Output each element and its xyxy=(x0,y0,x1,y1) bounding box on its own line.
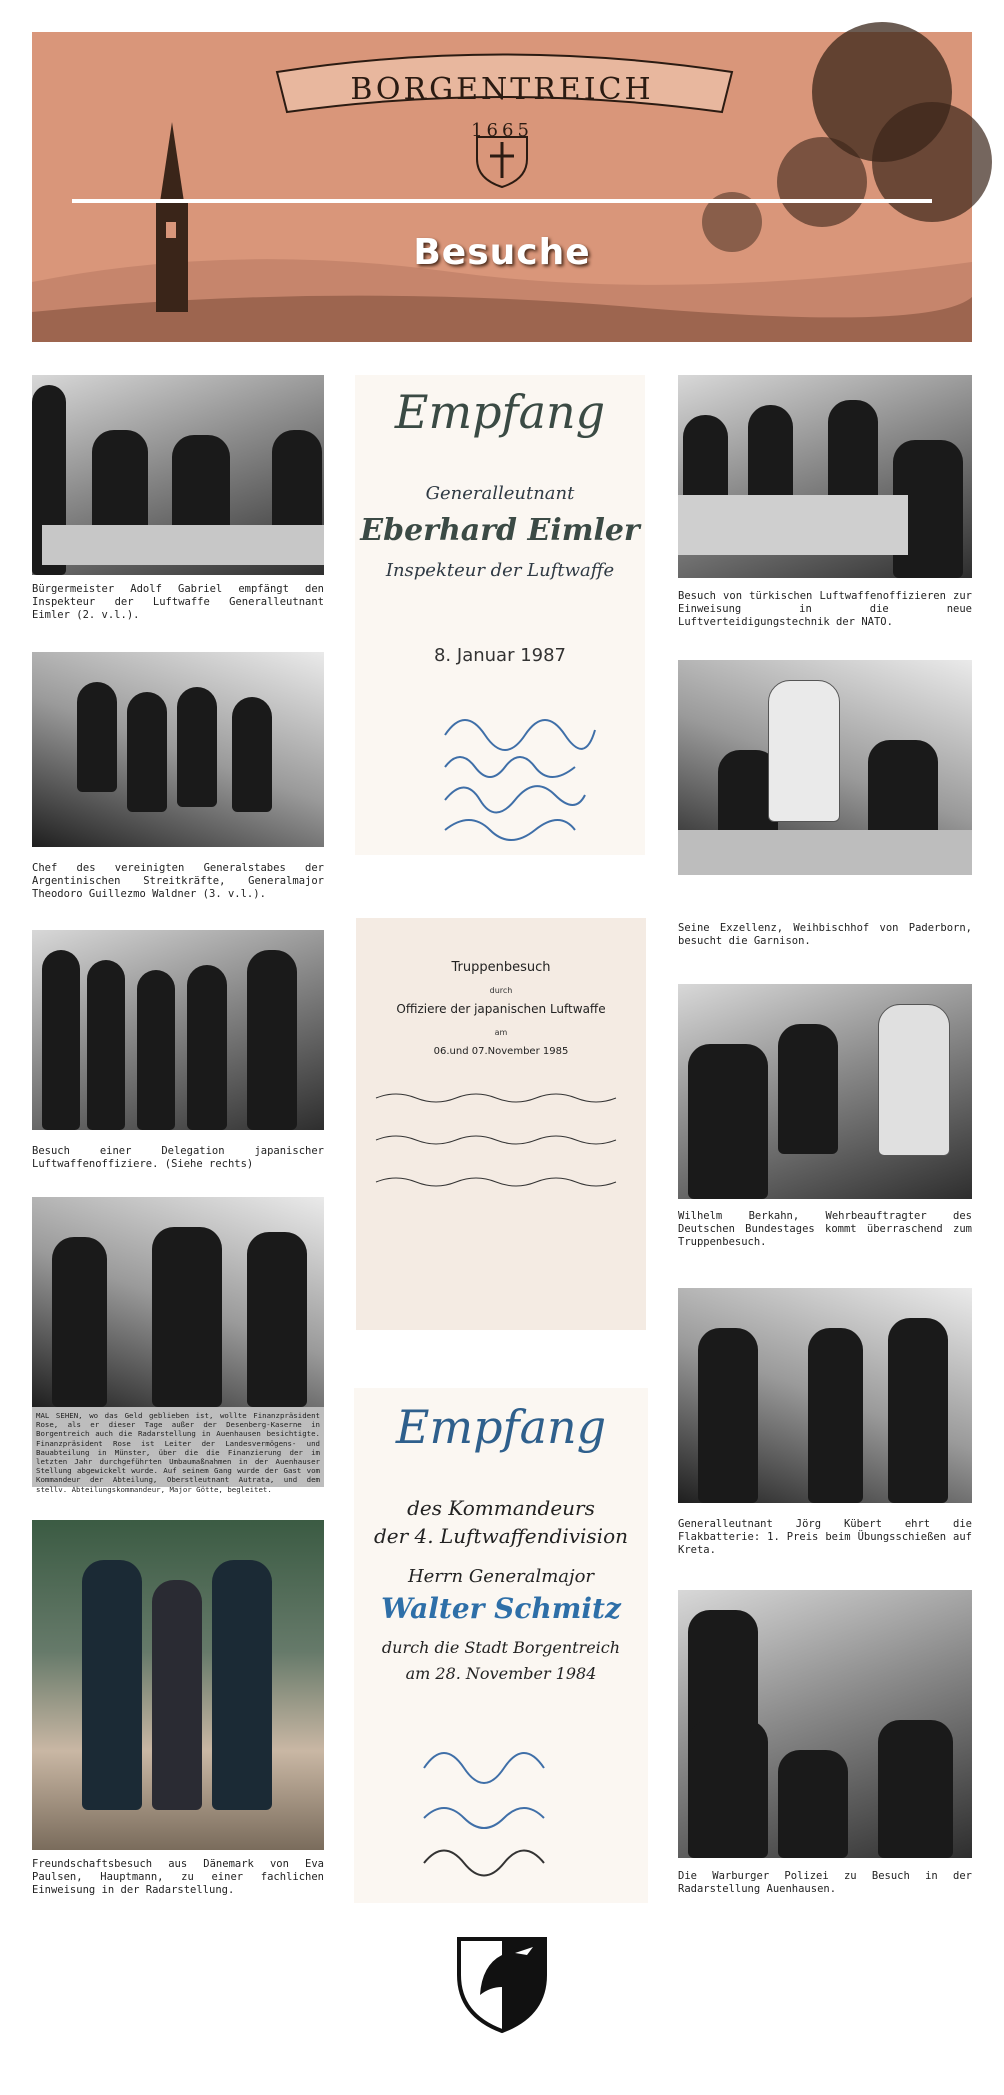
photo-auxiliary-bishop xyxy=(678,660,972,875)
photo-argentinian-general xyxy=(32,652,324,847)
card3-line4: durch die Stadt Borgentreich xyxy=(381,1638,621,1657)
card3-name: Walter Schmitz xyxy=(381,1592,621,1625)
banner-divider xyxy=(72,199,932,203)
card1-role: Inspekteur der Luftwaffe xyxy=(385,560,615,581)
newspaper-clipping xyxy=(32,1197,324,1494)
reception-card-schmitz xyxy=(354,1388,648,1903)
card1-name: Eberhard Eimler xyxy=(360,513,640,548)
card2-line4: am xyxy=(494,1028,508,1037)
header-banner xyxy=(32,32,972,342)
banner-year: 1665 xyxy=(471,120,533,141)
caption-6: Besuch von türkischen Luftwaffenoffizieren zur Einweisung in die neue Luftverteidigungstechnik der NATO. xyxy=(678,590,972,628)
card1-date: 8. Januar 1987 xyxy=(433,645,566,666)
card2-line2: durch xyxy=(489,986,513,995)
card3-heading: Empfang xyxy=(395,1400,607,1454)
caption-9: Generalleutnant Jörg Kübert ehrt die Flakbatterie: 1. Preis beim Übungsschießen auf Kreta. xyxy=(678,1518,972,1556)
card1-signatures xyxy=(355,695,645,845)
photo-japanese-delegation xyxy=(32,930,324,1130)
visitor-sheet-japanese xyxy=(356,918,646,1330)
card3-signatures xyxy=(354,1728,648,1878)
photo-warburg-police xyxy=(678,1590,972,1858)
unit-emblem-icon xyxy=(455,1935,549,2035)
reception-card-eimler xyxy=(355,375,645,855)
card1-rank: Generalleutnant xyxy=(425,483,575,504)
caption-1: Bürgermeister Adolf Gabriel empfängt den Inspekteur der Luftwaffe Generalleutnant Eimler (2. v.l.). xyxy=(32,583,324,621)
card2-handwritten-entries xyxy=(356,1078,646,1228)
photo-finance-president xyxy=(32,1197,324,1407)
card2-line5: 06.und 07.November 1985 xyxy=(433,1046,569,1057)
photo-berkahn-visit xyxy=(678,984,972,1199)
card3-line2: der 4. Luftwaffendivision xyxy=(373,1524,628,1548)
card2-line3: Offiziere der japanischen Luftwaffe xyxy=(396,1002,606,1016)
caption-8: Wilhelm Berkahn, Wehrbeauftragter des Deutschen Bundestages kommt überraschend zum Truppenbesuch. xyxy=(678,1210,972,1248)
card3-line5: am 28. November 1984 xyxy=(405,1664,597,1683)
caption-4: MAL SEHEN, wo das Geld geblieben ist, wollte Finanzpräsident Rose, als er dieser Tage außer der Desenberg-Kaserne in Borgentreich auch die Radarstellung in Auenhausen besichtigte. Finanzpräsident Rose ist Leiter der Landesvermögens- und Bauabteilung in Münster, über die die Finanzierung der im letzten Jahr durchgeführten Umbaumaßnahmen in der Auenhauser Stellung abgewickelt wurde. Auf seinem Gang wurde der Gast vom Kommandeur der Abteilung, Oberstleutnant Autrata, und dem stellv. Abteilungskommandeur, Major Götte, begleitet. xyxy=(36,1411,320,1494)
banner-town-name: BORGENTREICH xyxy=(350,72,654,107)
caption-10: Die Warburger Polizei zu Besuch in der Radarstellung Auenhausen. xyxy=(678,1870,972,1895)
caption-3: Besuch einer Delegation japanischer Luftwaffenoffiziere. (Siehe rechts) xyxy=(32,1145,324,1170)
card2-line1: Truppenbesuch xyxy=(451,960,551,975)
photo-mayor-receives-inspector xyxy=(32,375,324,575)
card3-line1: des Kommandeurs xyxy=(407,1496,595,1520)
caption-7: Seine Exzellenz, Weihbischhof von Paderborn, besucht die Garnison. xyxy=(678,922,972,947)
photo-kuebert-flak-battery xyxy=(678,1288,972,1503)
photo-danish-visit xyxy=(32,1520,324,1850)
photo-turkish-officers xyxy=(678,375,972,578)
card1-heading: Empfang xyxy=(394,385,606,439)
page-title: Besuche xyxy=(413,232,591,273)
caption-5: Freundschaftsbesuch aus Dänemark von Eva Paulsen, Hauptmann, zu einer fachlichen Einweisung in der Radarstellung. xyxy=(32,1858,324,1896)
caption-2: Chef des vereinigten Generalstabes der Argentinischen Streitkräfte, Generalmajor Theodoro Guillezmo Waldner (3. v.l.). xyxy=(32,862,324,900)
card3-line3: Herrn Generalmajor xyxy=(407,1566,595,1587)
